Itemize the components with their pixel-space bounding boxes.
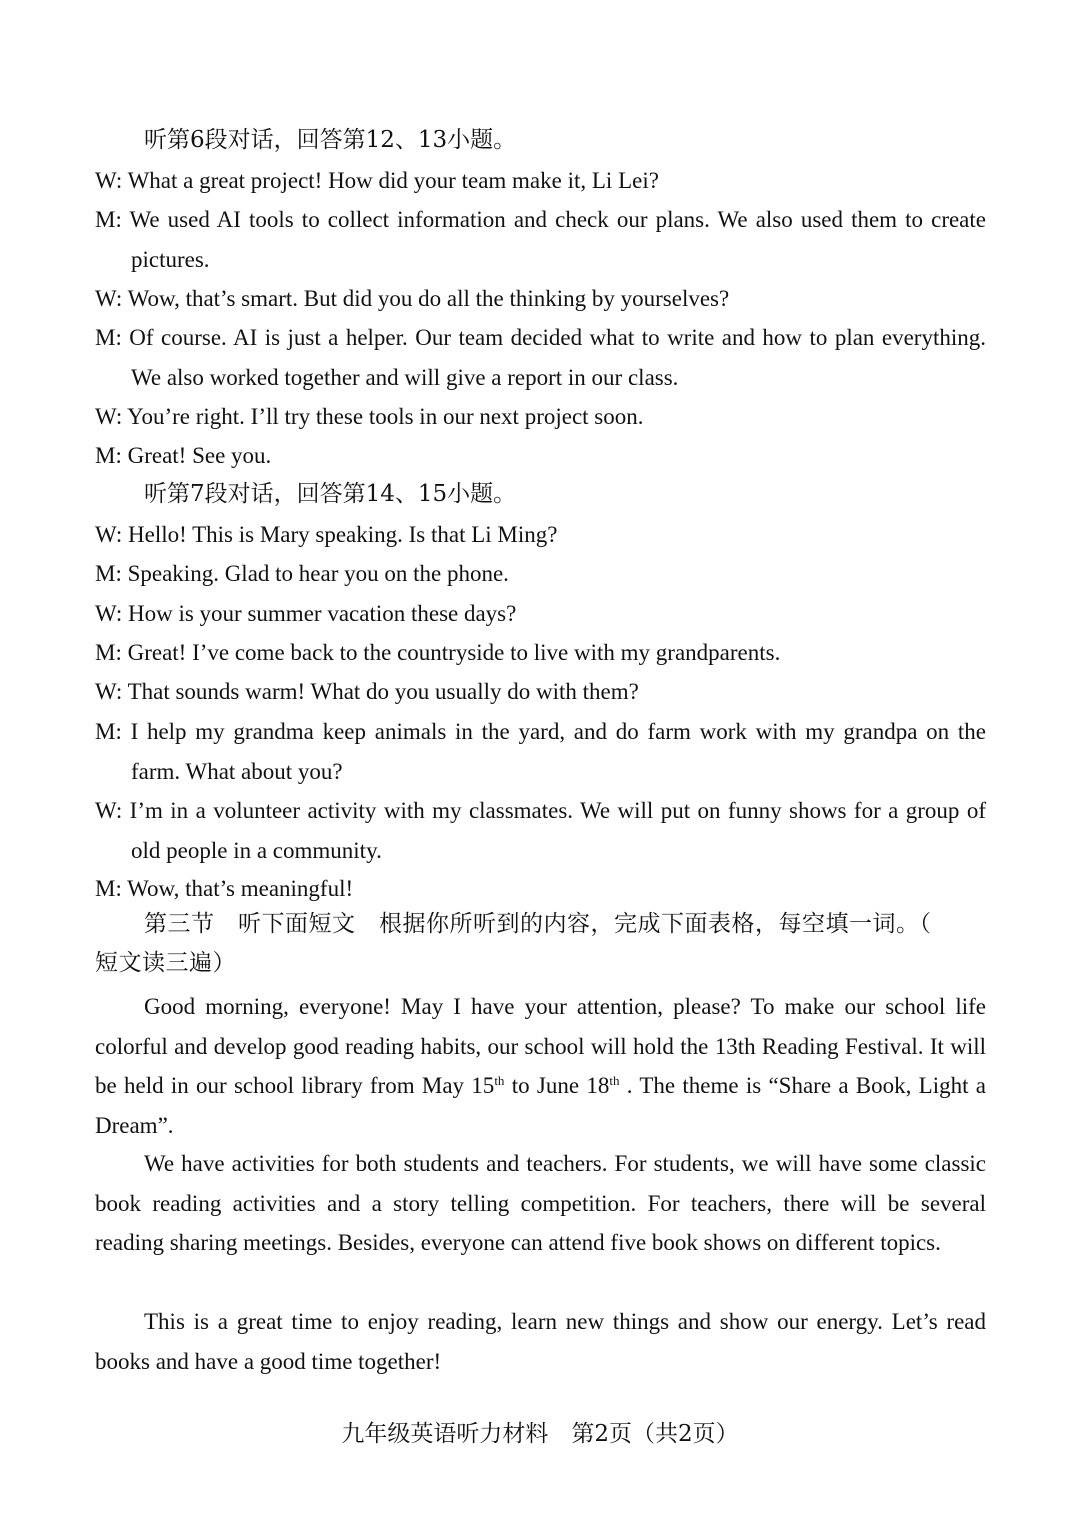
paragraph-text: to June 18 (504, 1073, 610, 1098)
superscript: th (609, 1073, 620, 1089)
passage-paragraph-2: We have activities for both students and teachers. For students, we will have some classic book reading activities and a story telling competition. For teachers, there will be several reading sharing meetings. Besides, everyone can attend five book shows on different topics. (95, 1151, 986, 1255)
passage-paragraph-3: This is a great time to enjoy reading, learn new things and show our energy. Let’s read books and have a good time together! (95, 1309, 986, 1374)
dialog-line: W: Hello! This is Mary speaking. Is that Li Ming? (95, 522, 558, 547)
dialog-line: W: I’m in a volunteer activity with my classmates. We will put on funny shows for a group of old people in a community. (95, 798, 986, 863)
part3-heading: 第三节 听下面短文 根据你所听到的内容，完成下面表格，每空填一词。（ (144, 911, 932, 937)
superscript: th (494, 1073, 505, 1089)
passage-paragraph-1 (95, 987, 986, 1145)
paragraph-text: . The theme is “Share a Book, Light a Dream”. (95, 1073, 986, 1138)
section7-instruction: 听第7段对话，回答第14、15小题。 (144, 481, 517, 507)
dialog-line: W: What a great project! How did your team make it, Li Lei? (95, 168, 659, 193)
dialog-line: M: Of course. AI is just a helper. Our team decided what to write and how to plan everything. We also worked together and will give a report in our class. (95, 325, 986, 390)
part3-heading-continued: 短文读三遍） (95, 950, 236, 976)
dialog-line: W: Wow, that’s smart. But did you do all the thinking by yourselves? (95, 286, 730, 311)
page-footer: 九年级英语听力材料 第2页（共2页） (341, 1421, 739, 1447)
dialog-line: M: Great! See you. (95, 443, 272, 468)
dialog-line: M: Speaking. Glad to hear you on the phone. (95, 561, 509, 586)
dialog-line: W: You’re right. I’ll try these tools in our next project soon. (95, 404, 644, 429)
dialog-line: M: We used AI tools to collect information and check our plans. We also used them to create pictures. (95, 207, 986, 272)
dialog-line: M: Great! I’ve come back to the countryside to live with my grandparents. (95, 640, 781, 665)
dialog-line: W: That sounds warm! What do you usually do with them? (95, 679, 639, 704)
dialog-line: M: Wow, that’s meaningful! (95, 876, 354, 901)
dialog-line: W: How is your summer vacation these days? (95, 601, 517, 626)
section6-instruction: 听第6段对话，回答第12、13小题。 (144, 127, 517, 153)
dialog-line: M: I help my grandma keep animals in the yard, and do farm work with my grandpa on the farm. What about you? (95, 719, 986, 784)
paragraph-text: Good morning, everyone! May I have your attention, please? To make our school life colorful and develop good reading habits, our school will hold the 13th Reading Festival. It will be held in our school library from May 15 (95, 994, 986, 1098)
